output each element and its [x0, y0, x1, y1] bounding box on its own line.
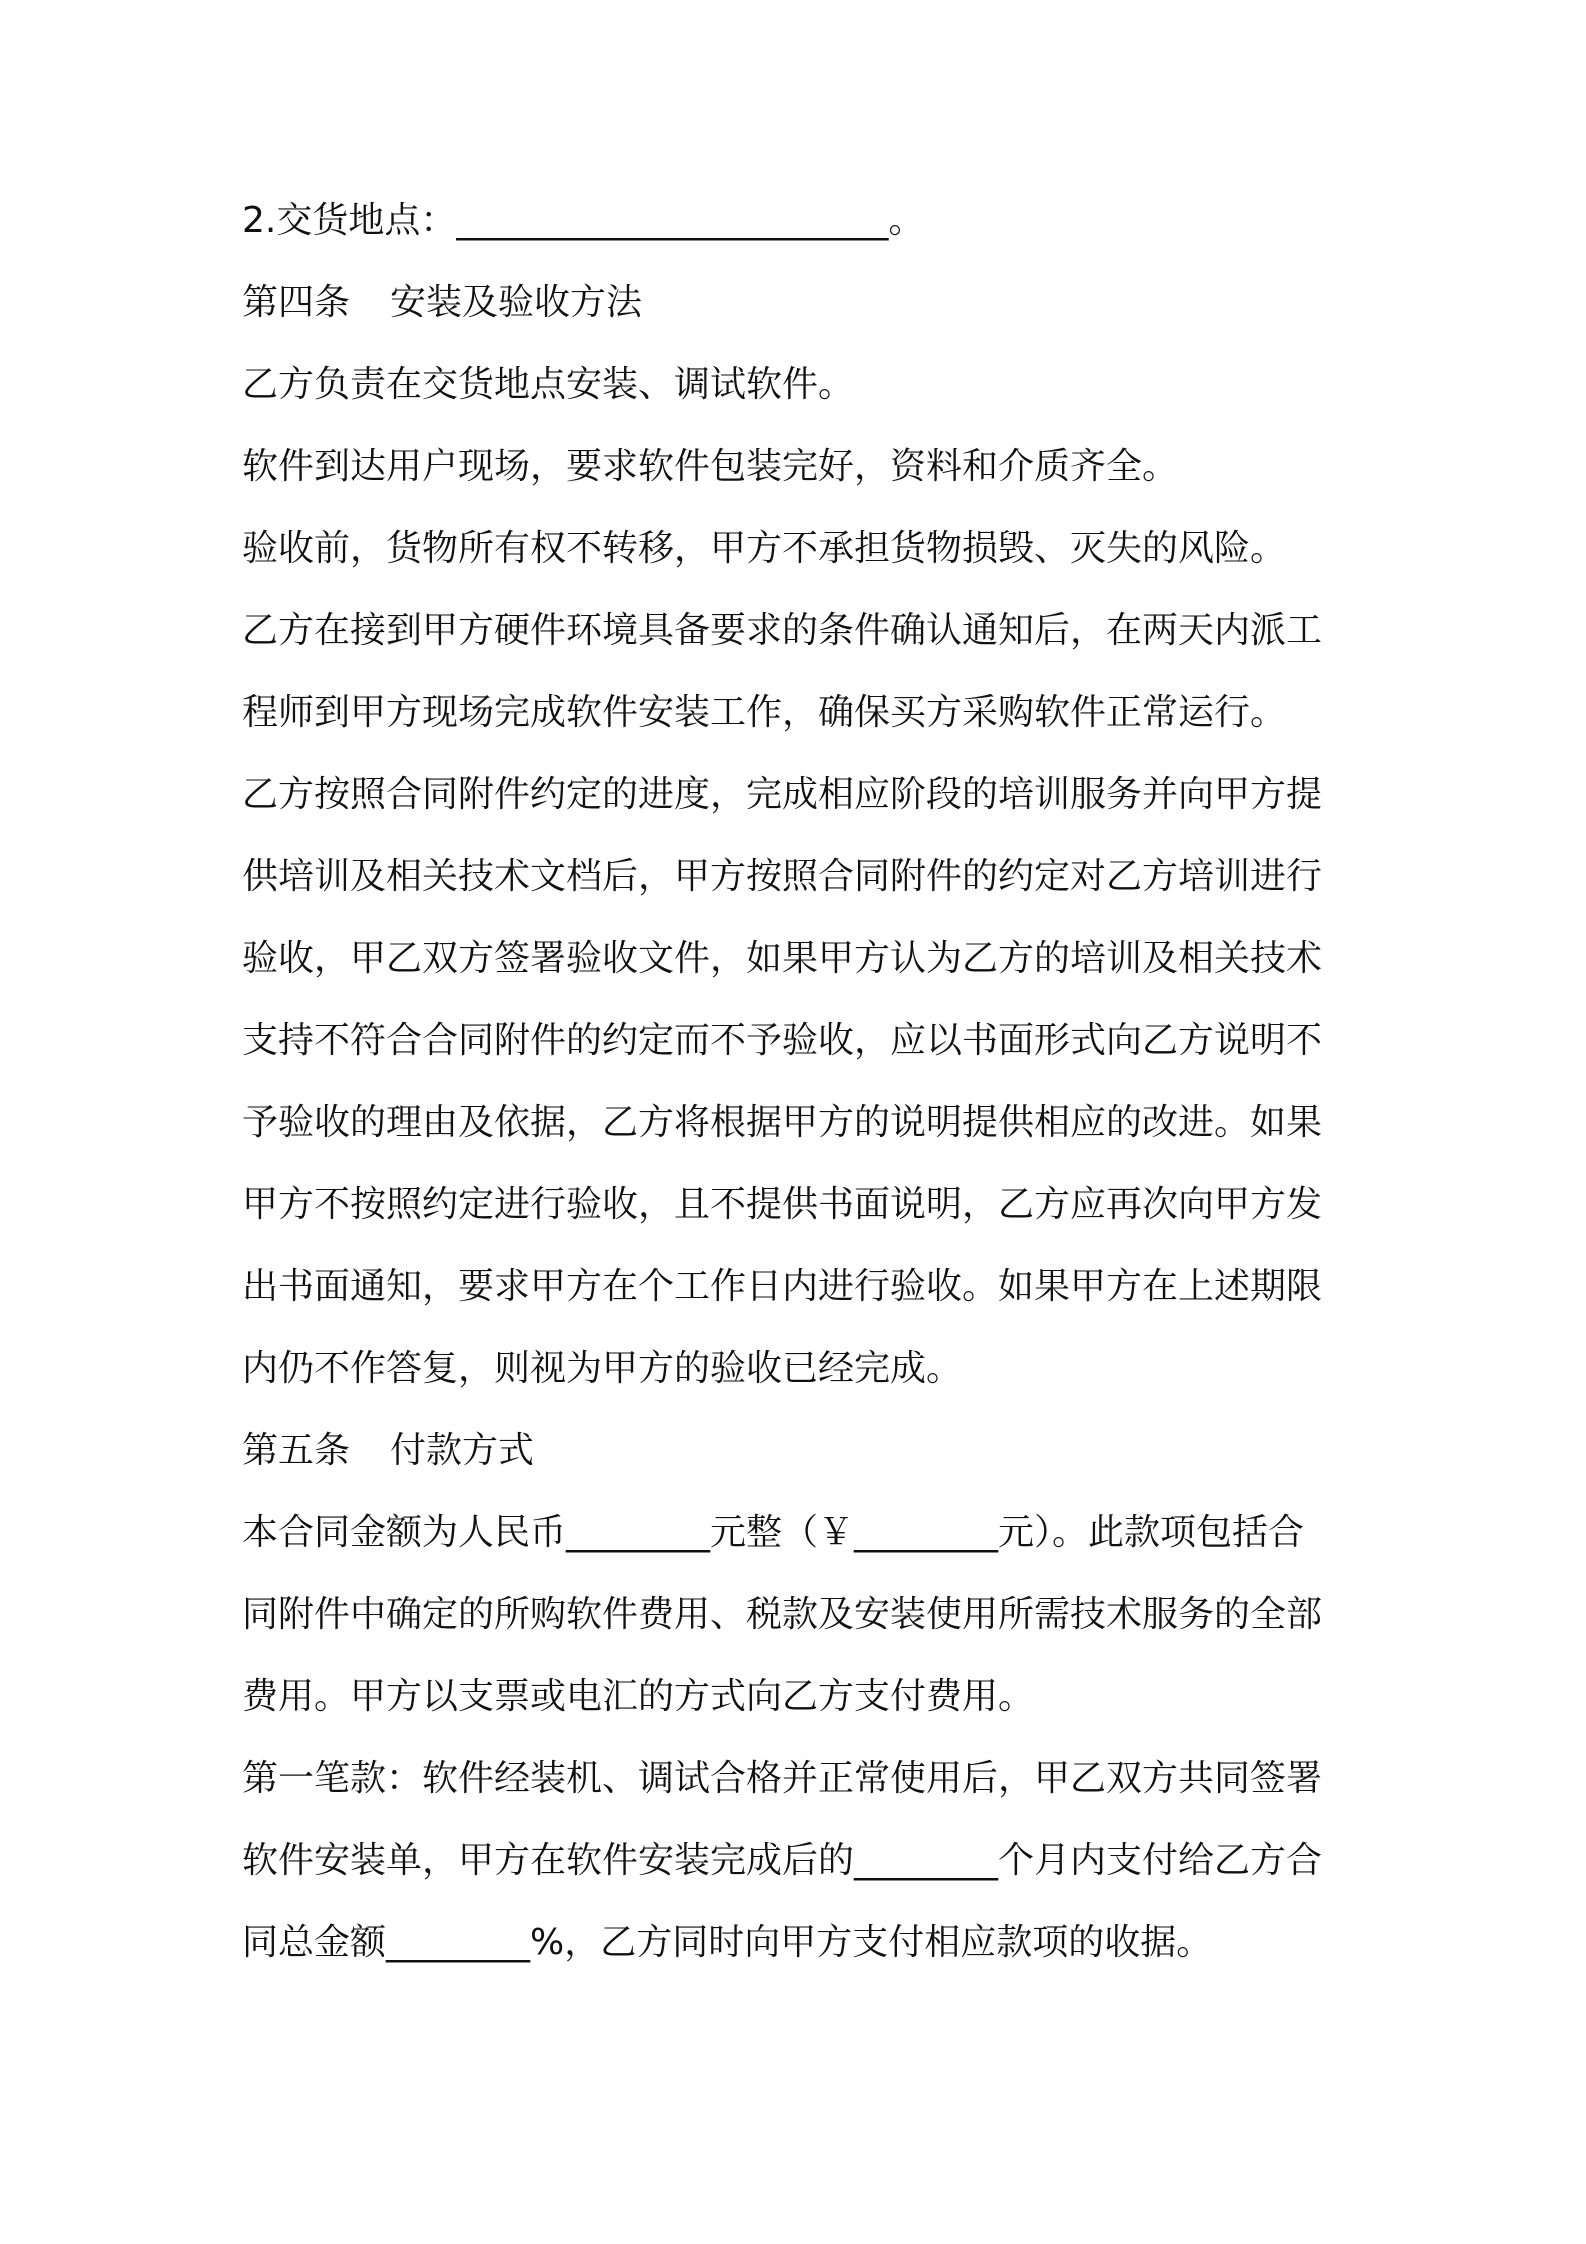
paragraph-arrival: 软件到达用户现场，要求软件包装完好，资料和介质齐全。 [242, 446, 1179, 487]
article-5-number: 第五条 [242, 1430, 351, 1471]
paragraph-acceptance-line: 甲方不按照约定进行验收，且不提供书面说明，乙方应再次向甲方发 [242, 1184, 1323, 1225]
article-5-title: 付款方式 [390, 1430, 535, 1471]
paragraph-install: 乙方负责在交货地点安装、调试软件。 [242, 364, 855, 405]
delivery-place-line: 2.交货地点：________________________。 [242, 200, 925, 241]
paragraph-amount-line: 同附件中确定的所购软件费用、税款及安装使用所需技术服务的全部 [242, 1594, 1323, 1635]
article-4-number: 第四条 [242, 282, 351, 323]
paragraph-engineer-line: 程师到甲方现场完成软件安装工作，确保买方采购软件正常运行。 [242, 692, 1287, 733]
paragraph-first-payment-line: 第一笔款：软件经装机、调试合格并正常使用后，甲乙双方共同签署 [242, 1758, 1323, 1799]
paragraph-first-payment-line: 软件安装单，甲方在软件安装完成后的________个月内支付给乙方合 [242, 1840, 1323, 1881]
paragraph-acceptance-line: 支持不符合合同附件的约定而不予验收，应以书面形式向乙方说明不 [242, 1020, 1323, 1061]
paragraph-acceptance-line: 验收，甲乙双方签署验收文件，如果甲方认为乙方的培训及相关技术 [242, 938, 1323, 979]
article-4-title: 安装及验收方法 [390, 282, 643, 323]
document-body [242, 200, 1362, 2004]
article-5-heading [242, 1430, 1362, 1471]
paragraph-acceptance-line: 出书面通知，要求甲方在个工作日内进行验收。如果甲方在上述期限 [242, 1266, 1323, 1307]
paragraph-acceptance-line: 予验收的理由及依据，乙方将根据甲方的说明提供相应的改进。如果 [242, 1102, 1323, 1143]
paragraph-acceptance-line: 供培训及相关技术文档后，甲方按照合同附件的约定对乙方培训进行 [242, 856, 1323, 897]
paragraph-ownership: 验收前，货物所有权不转移，甲方不承担货物损毁、灭失的风险。 [242, 528, 1287, 569]
paragraph-first-payment-line: 同总金额________%，乙方同时向甲方支付相应款项的收据。 [242, 1922, 1213, 1963]
article-4-heading [242, 282, 1362, 323]
paragraph-amount-line: 本合同金额为人民币________元整（￥________元）。此款项包括合 [242, 1512, 1305, 1553]
paragraph-acceptance-line: 乙方按照合同附件约定的进度，完成相应阶段的培训服务并向甲方提 [242, 774, 1323, 815]
paragraph-engineer-line: 乙方在接到甲方硬件环境具备要求的条件确认通知后，在两天内派工 [242, 610, 1323, 651]
paragraph-amount-line: 费用。甲方以支票或电汇的方式向乙方支付费用。 [242, 1676, 1035, 1717]
paragraph-acceptance-line: 内仍不作答复，则视为甲方的验收已经完成。 [242, 1348, 963, 1389]
